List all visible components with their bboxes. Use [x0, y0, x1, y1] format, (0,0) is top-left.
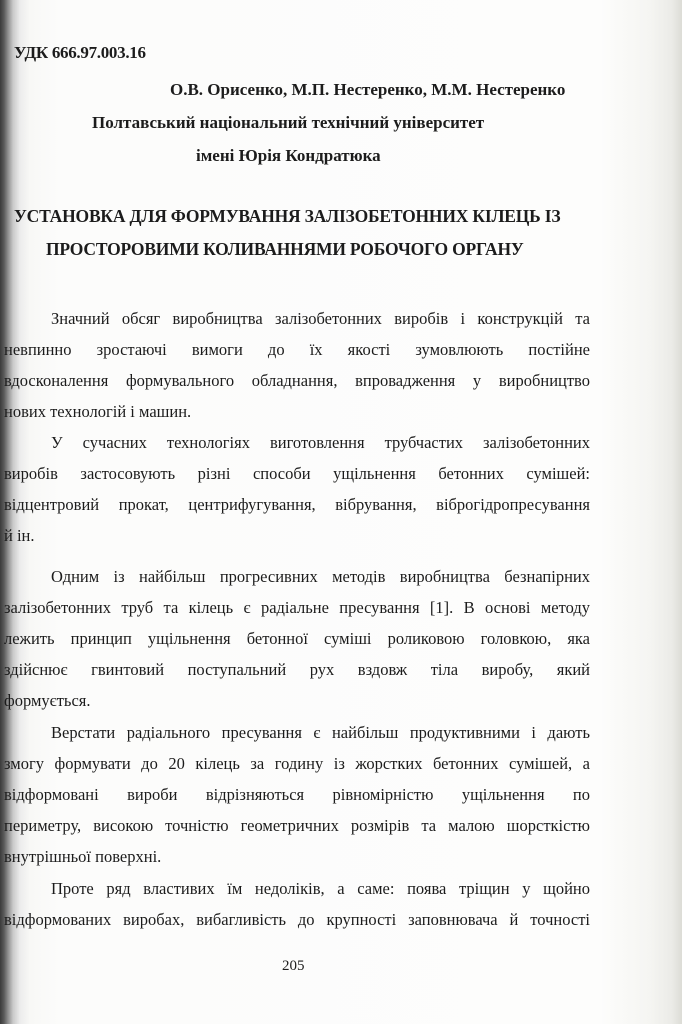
text-line: відформованих виробах, вибагливість до крупності заповнювача й точності: [4, 910, 590, 929]
paragraph-4: [4, 717, 590, 872]
text-line: відцентровий прокат, центрифугування, вібрування, віброгідропресування: [4, 495, 590, 514]
text-line: У сучасних технологіях виготовлення трубчастих залізобетонних: [51, 433, 590, 452]
affiliation-line-1: Полтавський національний технічний університет: [92, 113, 485, 132]
paragraph-3: [4, 561, 590, 716]
paragraph-5: [4, 873, 590, 935]
text-line: периметру, високою точністю геометричних розмірів та малою шорсткістю: [4, 816, 590, 835]
text-line: невпинно зростаючі вимоги до їх якості зумовлюють постійне: [4, 340, 590, 359]
text-line: Одним із найбільш прогресивних методів виробництва безнапірних: [51, 567, 590, 586]
text-line: Верстати радіального пресування є найбільш продуктивними і дають: [51, 723, 590, 742]
article-title-line-2: ПРОСТОРОВИМИ КОЛИВАННЯМИ РОБОЧОГО ОРГАНУ: [46, 239, 524, 259]
text-line: виробів застосовують різні способи ущільнення бетонних сумішей:: [4, 464, 590, 483]
paragraph-1: [4, 303, 590, 427]
affiliation-line-2: імені Юрія Кондратюка: [196, 146, 381, 165]
text-line: залізобетонних труб та кілець є радіальне пресування [1]. В основі методу: [4, 598, 590, 617]
paragraph-2: [4, 427, 590, 551]
text-line: нових технологій і машин.: [4, 402, 192, 421]
page-number: 205: [282, 958, 305, 974]
text-line: Проте ряд властивих їм недоліків, а саме: поява тріщин у щойно: [51, 879, 590, 898]
text-line: Значний обсяг виробництва залізобетонних виробів і конструкцій та: [51, 309, 590, 328]
article-title-line-1: УСТАНОВКА ДЛЯ ФОРМУВАННЯ ЗАЛІЗОБЕТОННИХ КІЛЕЦЬ ІЗ: [14, 206, 561, 226]
text-line: вдосконалення формувального обладнання, впровадження у виробництво: [4, 371, 590, 390]
text-line: й ін.: [4, 526, 35, 545]
text-line: лежить принцип ущільнення бетонної суміші роликовою головкою, яка: [4, 629, 590, 648]
text-line: здійснює гвинтовий поступальний рух вздовж тіла виробу, який: [4, 660, 590, 679]
authors: О.В. Орисенко, М.П. Нестеренко, М.М. Нестеренко: [170, 80, 566, 99]
text-line: формується.: [4, 691, 91, 710]
udk-code: УДК 666.97.003.16: [14, 43, 146, 62]
text-line: відформовані вироби відрізняються рівномірністю ущільнення по: [4, 785, 590, 804]
text-line: внутрішньої поверхні.: [4, 847, 162, 866]
text-line: змогу формувати до 20 кілець за годину із жорстких бетонних сумішей, а: [4, 754, 590, 773]
